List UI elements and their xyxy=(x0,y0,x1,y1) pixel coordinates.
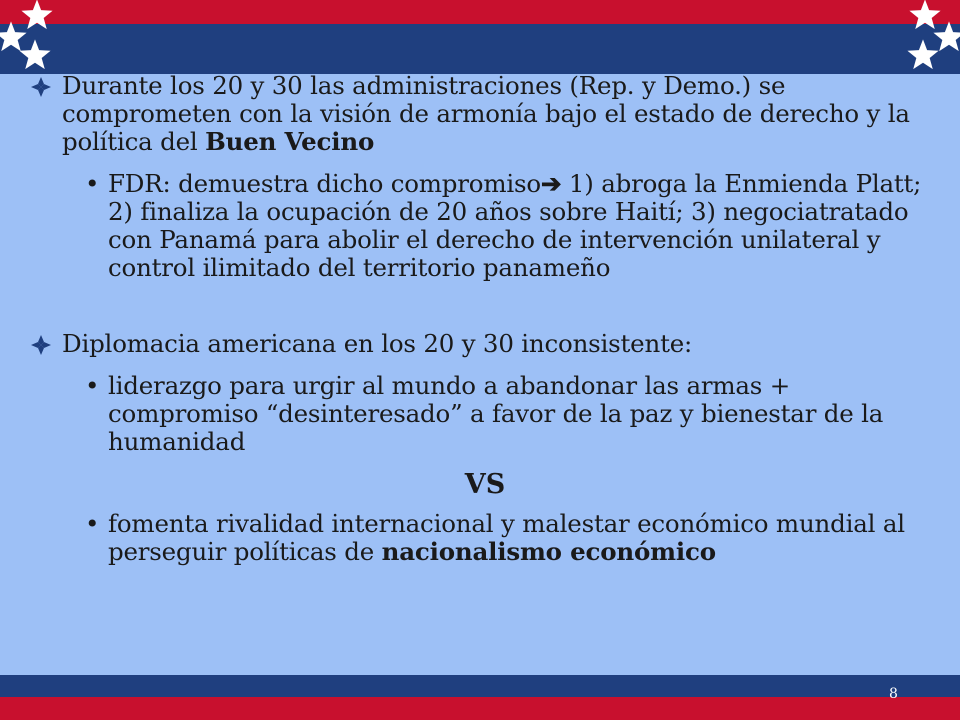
versus-label: VS xyxy=(464,469,506,500)
bullet-2-text: Diplomacia americana en los 20 y 30 inconsistente: xyxy=(62,329,693,358)
star-icon xyxy=(18,38,52,72)
dot-bullet: • xyxy=(85,509,100,538)
bullet-1 xyxy=(30,72,930,156)
bottom-blue-band xyxy=(0,675,960,697)
dot-bullet: • xyxy=(85,371,100,400)
bullet-1-sub-text-b: 1) abroga la Enmienda Platt; 2) finaliza la ocupación de 20 años sobre Haití; 3) negociatratado con Panamá para abolir el derecho de intervención unilateral y control ilimitado del territorio panameño xyxy=(108,169,922,282)
top-blue-band xyxy=(0,24,960,74)
bullet-2-sub-1 xyxy=(30,372,930,456)
arrow-right-icon: ➔ xyxy=(540,169,562,198)
bullet-2-sub-2 xyxy=(30,510,930,566)
bullet-1-sub-text-a: FDR: demuestra dicho compromiso xyxy=(108,169,541,198)
top-red-band xyxy=(0,0,960,24)
bullet-1-bold: Buen Vecino xyxy=(205,127,375,156)
bullet-1-text: Durante los 20 y 30 las administraciones (Rep. y Demo.) se comprometen con la visión de armonía bajo el estado de derecho y la política del xyxy=(62,71,910,156)
diamond-bullet-icon xyxy=(30,76,52,98)
bullet-1-sub xyxy=(30,170,930,282)
slide-body xyxy=(30,72,930,566)
bullet-2 xyxy=(30,330,930,358)
bullet-2-sub-2-text: fomenta rivalidad internacional y malestar económico mundial al perseguir políticas de xyxy=(108,509,905,566)
page-number: 8 xyxy=(889,686,898,702)
bottom-red-band xyxy=(0,697,960,720)
bullet-2-sub-1-text: liderazgo para urgir al mundo a abandonar las armas + compromiso “desinteresado” a favor de la paz y bienestar de la humanidad xyxy=(108,371,884,456)
star-icon xyxy=(906,38,940,72)
dot-bullet: • xyxy=(85,169,100,198)
diamond-bullet-icon xyxy=(30,334,52,356)
bullet-2-sub-2-bold: nacionalismo económico xyxy=(381,537,716,566)
